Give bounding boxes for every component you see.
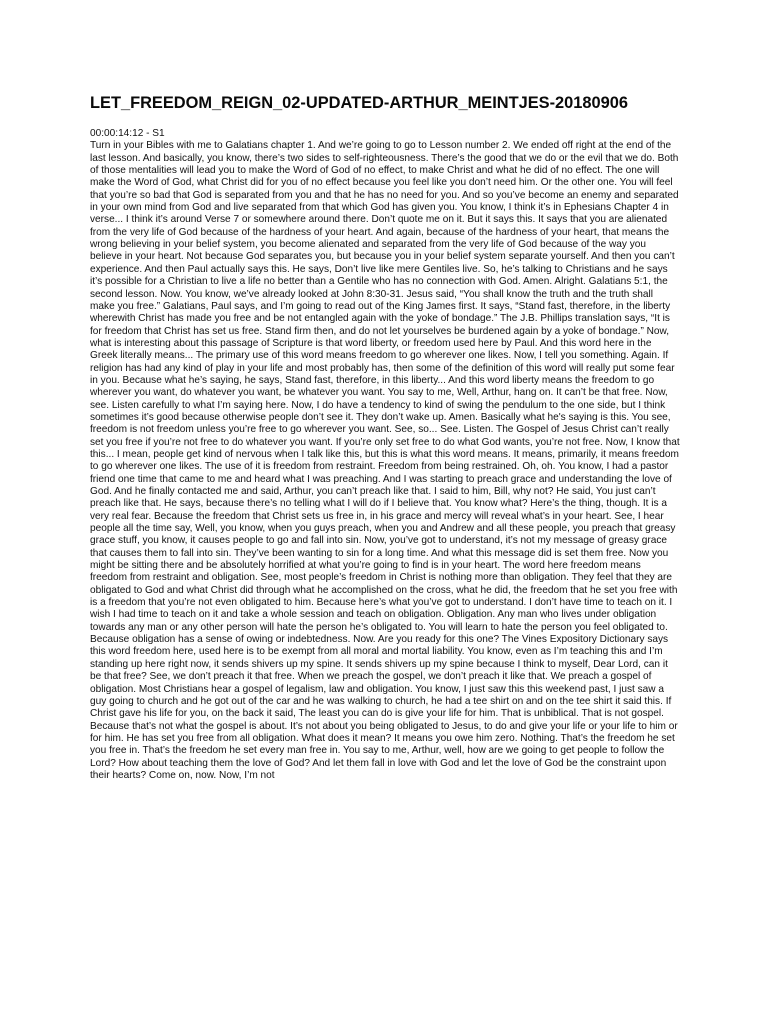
document-title: LET_FREEDOM_REIGN_02-UPDATED-ARTHUR_MEINTJES-20180906 xyxy=(90,94,628,112)
timestamp: 00:00:14:12 - S1 xyxy=(90,128,165,139)
transcript-body: Turn in your Bibles with me to Galatians chapter 1. And we’re going to go to Lesson number 2. We ended off right at the end of the last lesson. And basically, you know, there’s two sides to self-righteousness. There’s the good that we do or the evil that we do. Both of those mentalities will lead you to make the Word of God of no effect, to make Christ and what he did of no effect. The one will make the Word of God, what Christ did for you of no effect because you feel like you don’t need him. Or the other one. You will feel that you’re so bad that God is separated from you and that he has no need for you. And so you’ve become an enemy and separated in your own mind from God and live separated from that which God has given you. You know, I think it’s in Ephesians Chapter 4 in verse... I think it’s around Verse 7 or somewhere around there. Don’t quote me on it. But it says this. It says that you are alienated from the very life of God because of the hardness of your heart. And again, because of the hardness of your heart, that means the wrong believing in your belief system, you become alienated and separated from the very life of God because of the way you believe in your heart. Not because God separates you, but because you in your belief system separate yourself. And then you can’t experience. And then Paul actually says this. He says, Don’t live like mere Gentiles live. So, he’s talking to Christians and he says it’s possible for a Christian to live a life no better than a Gentile who has no connection with God. Amen. Alright. Galatians 5:1, the second lesson. Now. You know, we’ve already looked at John 8:30-31. Jesus said, “You shall know the truth and the truth shall make you free.” Galatians, Paul says, and I’m going to read out of the King James first. It says, “Stand fast, therefore, in the liberty wherewith Christ has made you free and be not entangled again with the yoke of bondage.” The J.B. Phillips translation says, “It is for freedom that Christ has set us free. Stand firm then, and do not let yourselves be burdened again by a yoke of bondage.” Now, what is interesting about this passage of Scripture is that word liberty, or freedom used here by Paul. And this word here in the Greek literally means... The primary use of this word means freedom to go wherever one likes. Now, I tell you something. Again. If religion has had any kind of play in your life and most probably has, then some of the definition of this word will really put some fear in you. Because what he’s saying, he says, Stand fast, therefore, in this liberty... And this word liberty means the freedom to go wherever you want, do whatever you want, be whatever you want. You say to me, Well, Arthur, hang on. It can’t be that free. Now, see. Listen carefully to what I’m saying here. Now, I do have a tendency to kind of swing the pendulum to the one side, but I think sometimes it’s good because otherwise people don’t see it. They don’t wake up. Amen. Basically what he's saying is this. You see, freedom is not freedom unless you’re free to go wherever you want. See, so... See. Listen. The Gospel of Jesus Christ can’t really set you free if you’re not free to do whatever you want. If you’re only set free to do what God wants, you’re not free. Now, I know that this... I mean, people get kind of nervous when I talk like this, but this is what this word means. It means, primarily, it means freedom to go wherever one likes. The use of it is freedom from restraint. Freedom from being restrained. Oh, oh. You know, I had a pastor friend one time that came to me and heard what I was preaching. And I was starting to preach grace and understanding the love of God. And he finally contacted me and said, Arthur, you can’t preach like that. I said to him, Bill, why not? He said, You just can’t preach like that. He says, because there’s no telling what I will do if I believe that. You know what? Here’s the thing, though. It is a very real fear. Because the freedom that Christ sets us free in, in his grace and mercy will reveal what’s in your heart. See, I hear people all the time say, Well, you know, when you guys preach, when you and Andrew and all these people, you preach that greasy grace stuff, you know, it causes people to go and fall into sin. Now, you’ve got to understand, it’s not my message of greasy grace that causes them to fall into sin. They’ve been wanting to sin for a long time. And what this message did is set them free. Now you might be sitting there and be absolutely horrified at what you’re going to find is in your heart. The word here freedom means freedom from restraint and obligation. See, most people’s freedom in Christ is nothing more than obligation. They feel that they are obligated to God and what Christ did through what he accomplished on the cross, what he did, the freedom that he set you free with is a freedom that you’re not even obligated to him. Because here’s what you’ve got to understand. I don’t have time to teach on it. I wish I had time to teach on it and take a whole session and teach on obligation. Obligation. Any man who lives under obligation towards any man or any other person will hate the person he’s obligated to. You will learn to hate the person you feel obligated to. Because obligation has a sense of owing or indebtedness. Now. Are you ready for this one? The Vines Expository Dictionary says this word freedom here, used here is to be exempt from all moral and mortal liability. You know, even as I’m teaching this and I’m standing up here right now, it sends shivers up my spine. It sends shivers up my spine because I think to myself, Dear Lord, can it be that free? See, we don’t preach it that free. When we preach the gospel, we don’t preach it like that. We preach a gospel of obligation. Most Christians hear a gospel of legalism, law and obligation. You know, I just saw this this weekend past, I just saw a guy going to church and he got out of the car and he was walking to church, he had a tee shirt on and on the tee shirt it said this. If Christ gave his life for you, on the back it said, The least you can do is give your life for him. That is unbiblical. That is not gospel. Because that’s not what the gospel is about. It’s not about you being obligated to Jesus, to do and give your life or your life to him or for him. He has set you free from all obligation. What does it mean? It means you owe him zero. Nothing. That’s the freedom he set you free in. That’s the freedom he set every man free in. You say to me, Arthur, well, how are we going to get people to follow the Lord? How about teaching them the love of God? And let them fall in love with God and let the love of God be the constraint upon their hearts? Come on, now. Now, I’m not xyxy=(90,140,680,781)
